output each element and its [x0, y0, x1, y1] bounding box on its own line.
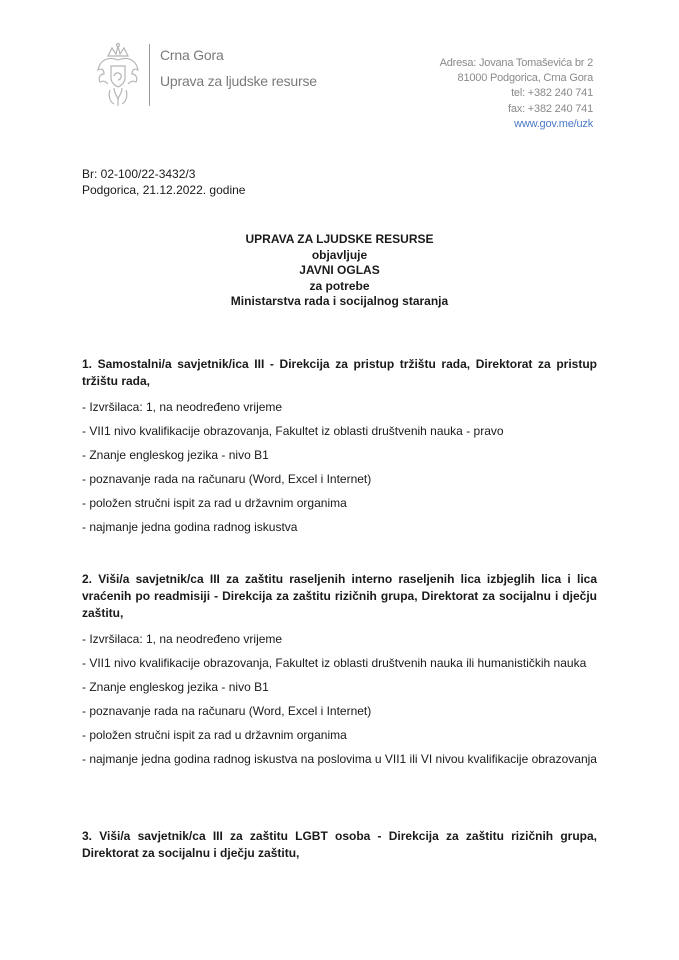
announcement-title — [0, 232, 679, 310]
position-heading: 3. Viši/a savjetnik/ca III za zaštitu LGBT osoba - Direkcija za zaštitu rizičnih grupa, Direktorat za socijalnu i dječju zaštitu, — [82, 829, 597, 860]
title-line-2: objavljuje — [311, 247, 368, 262]
institution-name: Uprava za ljudske resurse — [160, 73, 317, 89]
requirement-item: - VII1 nivo kvalifikacije obrazovanja, Fakultet iz oblasti društvenih nauka ili humanističkih nauka — [82, 656, 587, 670]
requirement-item: - Znanje engleskog jezika - nivo B1 — [82, 448, 269, 462]
requirement-item: - poznavanje rada na računaru (Word, Excel i Internet) — [82, 472, 372, 486]
city-line: 81000 Podgorica, Crna Gora — [457, 72, 593, 85]
address-line: Adresa: Jovana Tomaševića br 2 — [439, 57, 593, 69]
position-section-3 — [82, 828, 597, 862]
requirement-item: - najmanje jedna godina radnog iskustva — [82, 520, 298, 534]
title-line-3: JAVNI OGLAS — [299, 263, 380, 278]
requirement-item: - Izvršilaca: 1, na neodređeno vrijeme — [82, 400, 283, 414]
requirement-item: - položen stručni ispit za rad u državnim organima — [82, 496, 347, 510]
contact-block — [440, 56, 593, 132]
title-line-5: Ministarstva rada i socijalnog staranja — [230, 294, 449, 309]
requirement-item: - položen stručni ispit za rad u državnim organima — [82, 728, 347, 742]
place-date: Podgorica, 21.12.2022. godine — [82, 182, 246, 197]
title-line-1: UPRAVA ZA LJUDSKE RESURSE — [245, 232, 434, 246]
country-name: Crna Gora — [160, 47, 224, 63]
requirement-item: - VII1 nivo kvalifikacije obrazovanja, Fakultet iz oblasti društvenih nauka - pravo — [82, 424, 504, 438]
requirement-item: - Znanje engleskog jezika - nivo B1 — [82, 680, 269, 694]
requirement-item: - najmanje jedna godina radnog iskustva na poslovima u VII1 ili VI nivou kvalifikacije obrazovanja — [82, 752, 597, 766]
fax-line: fax: +382 240 741 — [508, 102, 593, 115]
position-heading: 1. Samostalni/a savjetnik/ica III - Direkcija za pristup tržištu rada, Direktorat za pristup tržištu rada, — [82, 357, 597, 388]
position-section-2 — [82, 571, 597, 767]
position-section-1 — [82, 356, 597, 535]
title-line-4: za potrebe — [309, 278, 370, 293]
reference-number: Br: 02-100/22-3432/3 — [82, 167, 196, 181]
requirement-item: - poznavanje rada na računaru (Word, Excel i Internet) — [82, 704, 372, 718]
requirement-item: - Izvršilaca: 1, na neodređeno vrijeme — [82, 632, 283, 646]
website-link[interactable]: www.gov.me/uzk — [514, 117, 593, 130]
phone-line: tel: +382 240 741 — [511, 87, 593, 100]
position-heading: 2. Viši/a savjetnik/ca III za zaštitu raseljenih interno raseljenih lica izbjeglih lica i lica vraćenih po readmisiji - Direkcija za zaštitu rizičnih grupa, Direktorat za socijalnu i dječju zaštitu, — [82, 572, 597, 620]
header-divider — [149, 44, 150, 106]
coat-of-arms-logo — [94, 42, 142, 108]
reference-block — [82, 167, 245, 198]
